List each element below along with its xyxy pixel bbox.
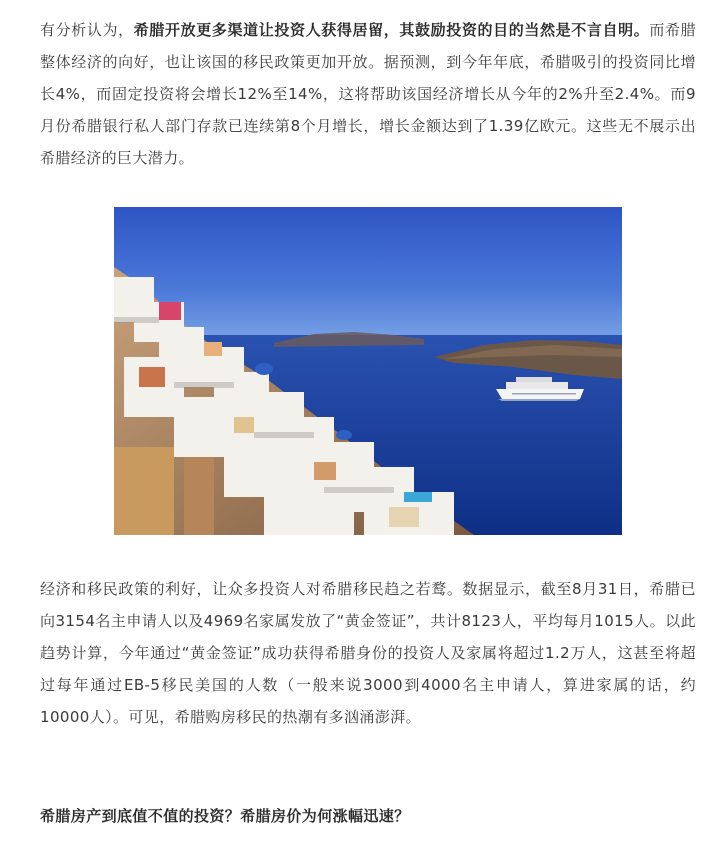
section-heading: 希腊房产到底值不值的投资？希腊房价为何涨幅迅速？ [40, 807, 410, 825]
paragraph-intro [40, 14, 696, 174]
paragraph-intro-rest: 而希腊整体经济的向好，也让该国的移民政策更加开放。据预测，到今年年底，希腊吸引的投资同比增长4%，而固定投资将会增长12%至14%，这将帮助该国经济增长从今年的2%升至2.4%。而9月份希腊银行私人部门存款已连续第8个月增长，增长金额达到了1.39亿欧元。这些无不展示出希腊经济的巨大潜力。 [40, 21, 696, 167]
santorini-photo [114, 207, 622, 535]
paragraph-intro-lead: 有分析认为， [40, 21, 134, 39]
paragraph-visa-stats: 经济和移民政策的利好，让众多投资人对希腊移民趋之若鹜。数据显示，截至8月31日，希腊已向3154名主申请人以及4969名家属发放了“黄金签证”，共计8123人，平均每月1015人。以此趋势计算，今年通过“黄金签证”成功获得希腊身份的投资人及家属将超过1.2万人，这甚至将超过每年通过EB-5移民美国的人数（一般来说3000到4000名主申请人，算进家属的话，约10000人）。可见，希腊购房移民的热潮有多汹涌澎湃。 [40, 580, 696, 726]
paragraph-intro-bold: 希腊开放更多渠道让投资人获得居留，其鼓励投资的目的当然是不言自明。 [133, 21, 650, 39]
